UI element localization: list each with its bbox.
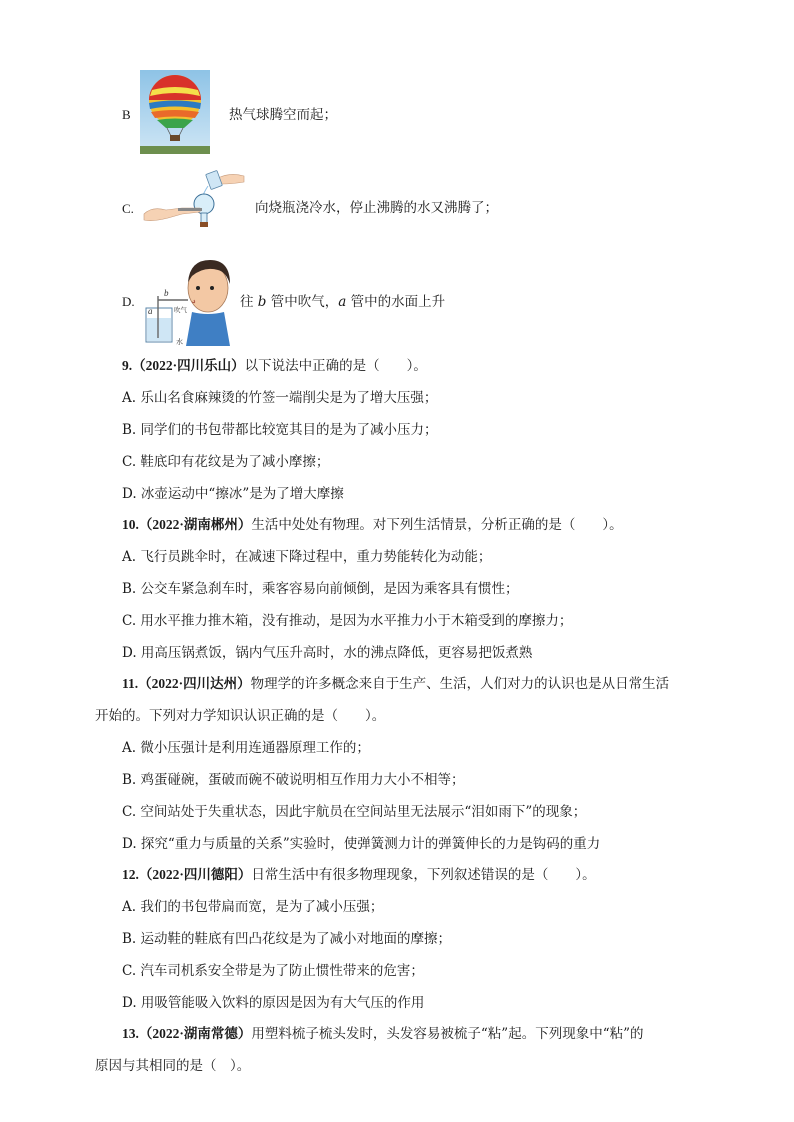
question-13-stem: [122, 1025, 644, 1043]
question-12-stem: [122, 866, 596, 884]
question-9-option-c: C. 鞋底印有花纹是为了减小摩擦；: [122, 454, 330, 470]
question-number: 13.: [122, 1026, 139, 1041]
question-stem: 用塑料梳子梳头发时，头发容易被梳子“粘”起。下列现象中“粘”的: [251, 1026, 644, 1042]
option-d-text-post: 管中的水面上升: [346, 294, 446, 310]
var-b: b: [257, 294, 267, 310]
question-9-option-d: D. 冰壶运动中“擦冰”是为了增大摩擦: [122, 486, 344, 502]
question-number: 9.: [122, 358, 133, 373]
question-11-stem: [122, 675, 669, 693]
var-a: a: [338, 294, 347, 310]
question-11-stem-cont: 开始的。下列对力学知识认识正确的是（ ）。: [95, 708, 386, 724]
question-12-option-a: A. 我们的书包带扁而宽，是为了减小压强；: [122, 899, 384, 915]
question-9-option-a: A. 乐山名食麻辣烫的竹签一端削尖是为了增大压强；: [122, 390, 438, 406]
option-b-letter: B: [122, 107, 131, 122]
hot-air-balloon-icon: [140, 70, 210, 154]
question-stem: 生活中处处有物理。对下列生活情景，分析正确的是（ ）。: [251, 517, 623, 533]
water-label: 水: [176, 338, 183, 346]
option-c-letter: C.: [122, 201, 134, 216]
question-13-stem-cont: 原因与其相同的是（ ）。: [95, 1058, 251, 1074]
question-stem: 以下说法中正确的是（ ）。: [244, 358, 427, 374]
question-source: （2022·四川达州）: [138, 676, 251, 691]
hot-air-balloon-image: [140, 70, 210, 154]
question-12-option-c: C. 汽车司机系安全带是为了防止惯性带来的危害；: [122, 963, 424, 979]
question-number: 11.: [122, 676, 139, 691]
question-10-option-a: A. 飞行员跳伞时，在减速下降过程中，重力势能转化为动能；: [122, 549, 492, 565]
option-d-letter: D.: [122, 294, 135, 309]
question-10-option-c: C. 用水平推力推木箱，没有推动，是因为水平推力小于木箱受到的摩擦力；: [122, 613, 573, 629]
question-source: （2022·四川乐山）: [132, 358, 245, 373]
option-c-text: 向烧瓶浇冷水，停止沸腾的水又沸腾了；: [255, 200, 498, 216]
question-11-option-c: C. 空间站处于失重状态，因此宇航员在空间站里无法展示“泪如雨下”的现象；: [122, 804, 587, 820]
question-11-option-d: D. 探究“重力与质量的关系”实验时，使弹簧测力计的弹簧伸长的力是钩码的重力: [122, 836, 601, 852]
question-9-stem: [122, 357, 427, 375]
question-number: 10.: [122, 517, 139, 532]
flask-icon: [142, 168, 246, 234]
boy-blowing-icon: [140, 252, 234, 346]
option-d-text-mid: 管中吹气，: [266, 294, 339, 310]
option-d-text: [240, 293, 445, 311]
question-source: （2022·湖南常德）: [138, 1026, 252, 1041]
question-9-option-b: B. 同学们的书包带都比较宽其目的是为了减小压力；: [122, 422, 438, 438]
flask-pouring-image: [142, 168, 246, 234]
question-10-stem: [122, 516, 623, 534]
question-10-option-d: D. 用高压锅煮饭，锅内气压升高时，水的沸点降低，更容易把饭煮熟: [122, 645, 533, 661]
tube-b-label: b: [164, 288, 169, 298]
option-d-text-pre: 往: [240, 294, 258, 310]
question-10-option-b: B. 公交车紧急刹车时，乘客容易向前倾倒，是因为乘客具有惯性；: [122, 581, 519, 597]
question-12-option-b: B. 运动鞋的鞋底有凹凸花纹是为了减小对地面的摩擦；: [122, 931, 452, 947]
question-12-option-d: D. 用吸管能吸入饮料的原因是因为有大气压的作用: [122, 995, 425, 1011]
question-source: （2022·四川德阳）: [138, 867, 252, 882]
tube-a-label: a: [148, 306, 153, 316]
question-stem: 日常生活中有很多物理现象，下列叙述错误的是（ ）。: [251, 867, 596, 883]
blow-label: 吹气: [174, 307, 187, 314]
option-b-text: 热气球腾空而起；: [229, 107, 337, 123]
question-source: （2022·湖南郴州）: [138, 517, 252, 532]
question-stem: 物理学的许多概念来自于生产、生活，人们对力的认识也是从日常生活: [250, 676, 670, 692]
question-11-option-a: A. 微小压强计是利用连通器原理工作的；: [122, 740, 370, 756]
question-11-option-b: B. 鸡蛋碰碗，蛋破而碗不破说明相互作用力大小不相等；: [122, 772, 465, 788]
boy-blowing-straw-image: [140, 252, 234, 346]
question-number: 12.: [122, 867, 139, 882]
